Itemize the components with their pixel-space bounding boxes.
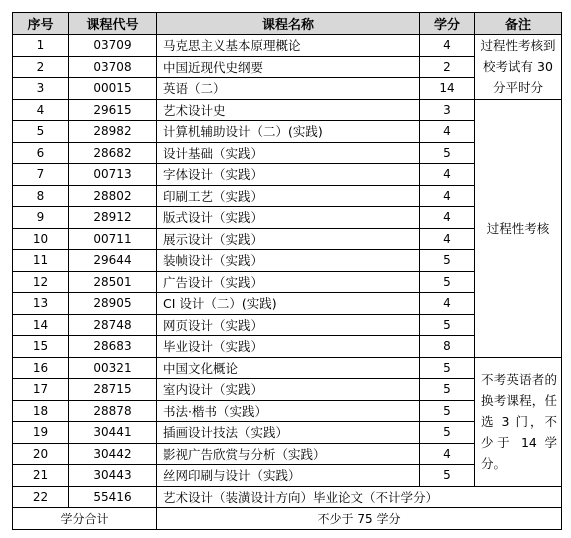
table-row (13, 486, 562, 508)
row-code: 00711 (69, 228, 157, 250)
row-code: 28748 (69, 314, 157, 336)
row-name: 马克思主义基本原理概论 (157, 35, 420, 57)
row-name: 中国文化概论 (157, 357, 420, 379)
row-name: 插画设计技法（实践） (157, 422, 420, 444)
row-credits: 4 (420, 228, 475, 250)
row-code: 28912 (69, 207, 157, 229)
row-num: 4 (13, 99, 69, 121)
row-name: 网页设计（实践） (157, 314, 420, 336)
row-name: 印刷工艺（实践） (157, 185, 420, 207)
row-num: 8 (13, 185, 69, 207)
row-num: 11 (13, 250, 69, 272)
row-credits: 5 (420, 250, 475, 272)
row-num: 10 (13, 228, 69, 250)
row-num: 22 (13, 486, 69, 508)
row-credits: 4 (420, 185, 475, 207)
row-credits: 5 (420, 314, 475, 336)
header-num: 序号 (13, 13, 69, 35)
total-row (13, 508, 562, 530)
row-credits: 5 (420, 271, 475, 293)
row-num: 14 (13, 314, 69, 336)
row-name: 丝网印刷与设计（实践） (157, 465, 420, 487)
row-credits: 5 (420, 465, 475, 487)
row-code: 29615 (69, 99, 157, 121)
row-credits: 5 (420, 422, 475, 444)
header-name: 课程名称 (157, 13, 420, 35)
row-name: 书法·楷书（实践） (157, 400, 420, 422)
row-name: 影视广告欣赏与分析（实践） (157, 443, 420, 465)
row-code: 28682 (69, 142, 157, 164)
row-name: 艺术设计史 (157, 99, 420, 121)
row-name: 计算机辅助设计（二）(实践) (157, 121, 420, 143)
row-num: 9 (13, 207, 69, 229)
row-name: 英语（二） (157, 78, 420, 100)
row-name: CI 设计（二）(实践) (157, 293, 420, 315)
row-name: 装帧设计（实践） (157, 250, 420, 272)
row-name: 中国近现代史纲要 (157, 56, 420, 78)
table-row (13, 357, 562, 379)
row-name: 设计基础（实践） (157, 142, 420, 164)
row-num: 15 (13, 336, 69, 358)
row-num: 13 (13, 293, 69, 315)
row-code: 30442 (69, 443, 157, 465)
row-num: 21 (13, 465, 69, 487)
row-credits: 8 (420, 336, 475, 358)
note-group-3: 不考英语者的换考课程，任选 3 门，不少于 14 学分。 (475, 357, 562, 486)
header-credits: 学分 (420, 13, 475, 35)
row-credits: 2 (420, 56, 475, 78)
row-code: 55416 (69, 486, 157, 508)
row-code: 28715 (69, 379, 157, 401)
row-num: 18 (13, 400, 69, 422)
course-table (12, 12, 562, 530)
row-code: 28982 (69, 121, 157, 143)
row-name: 展示设计（实践） (157, 228, 420, 250)
total-label: 学分合计 (13, 508, 157, 530)
row-credits: 4 (420, 443, 475, 465)
row-num: 12 (13, 271, 69, 293)
row-code: 30443 (69, 465, 157, 487)
note-group-1: 过程性考核到校考试有 30 分平时分 (475, 35, 562, 100)
row-name-thesis: 艺术设计（装潢设计方向）毕业论文（不计学分） (157, 486, 562, 508)
row-num: 7 (13, 164, 69, 186)
row-num: 20 (13, 443, 69, 465)
row-name: 版式设计（实践） (157, 207, 420, 229)
row-code: 28878 (69, 400, 157, 422)
row-num: 19 (13, 422, 69, 444)
row-credits: 4 (420, 35, 475, 57)
table-row (13, 35, 562, 57)
row-credits: 4 (420, 207, 475, 229)
row-num: 17 (13, 379, 69, 401)
row-credits: 5 (420, 142, 475, 164)
row-code: 00015 (69, 78, 157, 100)
header-code: 课程代号 (69, 13, 157, 35)
row-name: 广告设计（实践） (157, 271, 420, 293)
row-code: 28802 (69, 185, 157, 207)
header-notes: 备注 (475, 13, 562, 35)
row-code: 28683 (69, 336, 157, 358)
row-num: 5 (13, 121, 69, 143)
row-credits: 4 (420, 164, 475, 186)
row-num: 2 (13, 56, 69, 78)
row-name: 毕业设计（实践） (157, 336, 420, 358)
row-credits: 14 (420, 78, 475, 100)
row-credits: 4 (420, 293, 475, 315)
row-num: 3 (13, 78, 69, 100)
row-credits: 3 (420, 99, 475, 121)
total-value: 不少于 75 学分 (157, 508, 562, 530)
row-name: 字体设计（实践） (157, 164, 420, 186)
row-code: 30441 (69, 422, 157, 444)
header-row (13, 13, 562, 35)
row-code: 29644 (69, 250, 157, 272)
row-num: 6 (13, 142, 69, 164)
row-code: 03708 (69, 56, 157, 78)
row-code: 28501 (69, 271, 157, 293)
table-row (13, 99, 562, 121)
row-credits: 5 (420, 357, 475, 379)
row-code: 00321 (69, 357, 157, 379)
note-group-2: 过程性考核 (475, 99, 562, 357)
row-code: 03709 (69, 35, 157, 57)
row-credits: 5 (420, 400, 475, 422)
row-credits: 4 (420, 121, 475, 143)
row-num: 16 (13, 357, 69, 379)
row-num: 1 (13, 35, 69, 57)
row-code: 00713 (69, 164, 157, 186)
row-name: 室内设计（实践） (157, 379, 420, 401)
row-code: 28905 (69, 293, 157, 315)
row-credits: 5 (420, 379, 475, 401)
